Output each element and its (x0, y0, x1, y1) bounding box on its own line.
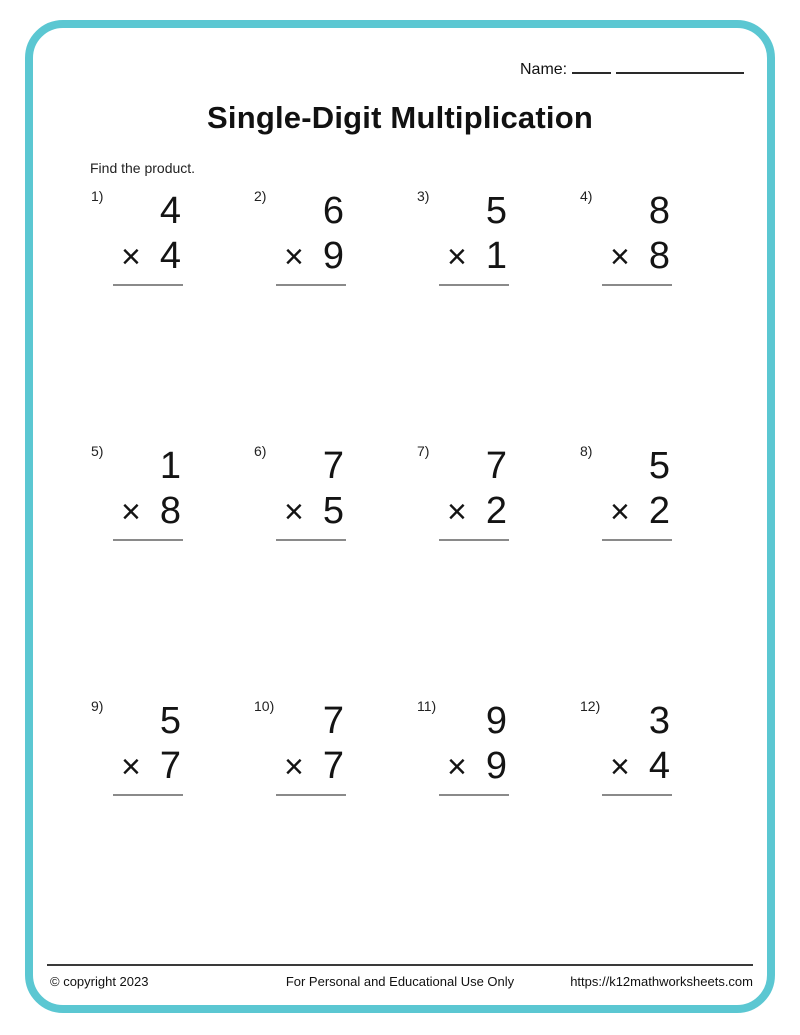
problem-number: 7) (417, 443, 430, 459)
multiplier-row (602, 234, 672, 279)
multiply-sign: × (610, 748, 630, 786)
multiplier: 8 (648, 235, 670, 277)
problem-5 (90, 443, 253, 543)
answer-line (602, 539, 672, 541)
multiply-sign: × (284, 748, 304, 786)
multiply-sign: × (447, 238, 467, 276)
problem-8 (579, 443, 742, 543)
answer-line (439, 284, 509, 286)
problem-3 (416, 188, 579, 288)
multiplier: 7 (159, 745, 181, 787)
multiplicand: 7 (322, 700, 344, 742)
footer-divider (47, 964, 753, 966)
problem-number: 1) (91, 188, 104, 204)
multiply-sign: × (121, 238, 141, 276)
multiplier: 8 (159, 490, 181, 532)
name-field (520, 60, 744, 79)
problem-number: 5) (91, 443, 104, 459)
page-title: Single-Digit Multiplication (207, 100, 593, 135)
multiplier-row (276, 234, 346, 279)
multiplicand: 5 (485, 190, 507, 232)
problem-10 (253, 698, 416, 798)
multiplier-row (439, 489, 509, 534)
multiplier: 5 (322, 490, 344, 532)
answer-line (602, 284, 672, 286)
problem-number: 10) (254, 698, 275, 714)
multiplier: 9 (485, 745, 507, 787)
problem-work (439, 443, 509, 541)
multiplier-row (276, 489, 346, 534)
problem-work (602, 443, 672, 541)
answer-line (276, 794, 346, 796)
answer-line (276, 539, 346, 541)
multiplier: 9 (322, 235, 344, 277)
multiplier-row (113, 234, 183, 279)
problem-work (439, 188, 509, 286)
problems-grid (90, 188, 742, 798)
problem-work (602, 188, 672, 286)
multiplier: 4 (159, 235, 181, 277)
multiplier-row (113, 489, 183, 534)
answer-line (439, 539, 509, 541)
footer-usage-note: For Personal and Educational Use Only (285, 974, 515, 989)
problem-work (276, 188, 346, 286)
answer-line (276, 284, 346, 286)
multiplier: 2 (485, 490, 507, 532)
multiply-sign: × (610, 493, 630, 531)
multiply-sign: × (284, 493, 304, 531)
name-blank-line (572, 60, 611, 74)
answer-line (113, 794, 183, 796)
multiplicand: 5 (648, 445, 670, 487)
problem-11 (416, 698, 579, 798)
multiplier-row (113, 744, 183, 789)
answer-line (113, 284, 183, 286)
problem-work (602, 698, 672, 796)
problem-2 (253, 188, 416, 288)
multiplier: 2 (648, 490, 670, 532)
problem-6 (253, 443, 416, 543)
multiplier-row (602, 744, 672, 789)
problem-work (113, 443, 183, 541)
name-label: Name: (520, 61, 568, 78)
problem-work (113, 698, 183, 796)
problem-work (276, 443, 346, 541)
problem-number: 11) (417, 698, 437, 714)
multiply-sign: × (121, 748, 141, 786)
problem-number: 8) (580, 443, 593, 459)
problem-7 (416, 443, 579, 543)
answer-line (602, 794, 672, 796)
multiplicand: 7 (322, 445, 344, 487)
footer-website-url: https://k12mathworksheets.com (570, 974, 753, 989)
multiplicand: 5 (159, 700, 181, 742)
problem-9 (90, 698, 253, 798)
multiply-sign: × (284, 238, 304, 276)
problem-number: 6) (254, 443, 267, 459)
problem-number: 2) (254, 188, 267, 204)
multiply-sign: × (447, 493, 467, 531)
problem-work (113, 188, 183, 286)
multiplicand: 6 (322, 190, 344, 232)
problem-work (439, 698, 509, 796)
multiplicand: 4 (159, 190, 181, 232)
multiply-sign: × (610, 238, 630, 276)
multiplier: 4 (648, 745, 670, 787)
multiplicand: 3 (648, 700, 670, 742)
multiply-sign: × (447, 748, 467, 786)
problem-number: 9) (91, 698, 104, 714)
problem-4 (579, 188, 742, 288)
problem-work (276, 698, 346, 796)
problem-12 (579, 698, 742, 798)
instruction-text: Find the product. (90, 160, 196, 176)
multiplier-row (439, 744, 509, 789)
multiplicand: 9 (485, 700, 507, 742)
problem-number: 4) (580, 188, 593, 204)
multiplier-row (439, 234, 509, 279)
problem-number: 12) (580, 698, 601, 714)
multiplicand: 7 (485, 445, 507, 487)
problem-number: 3) (417, 188, 430, 204)
multiplicand: 1 (159, 445, 181, 487)
multiply-sign: × (121, 493, 141, 531)
multiplier: 7 (322, 745, 344, 787)
multiplier-row (276, 744, 346, 789)
multiplier-row (602, 489, 672, 534)
problem-1 (90, 188, 253, 288)
name-blank-line (616, 60, 744, 74)
multiplier: 1 (485, 235, 507, 277)
footer-copyright: © copyright 2023 (50, 974, 149, 989)
answer-line (439, 794, 509, 796)
answer-line (113, 539, 183, 541)
multiplicand: 8 (648, 190, 670, 232)
